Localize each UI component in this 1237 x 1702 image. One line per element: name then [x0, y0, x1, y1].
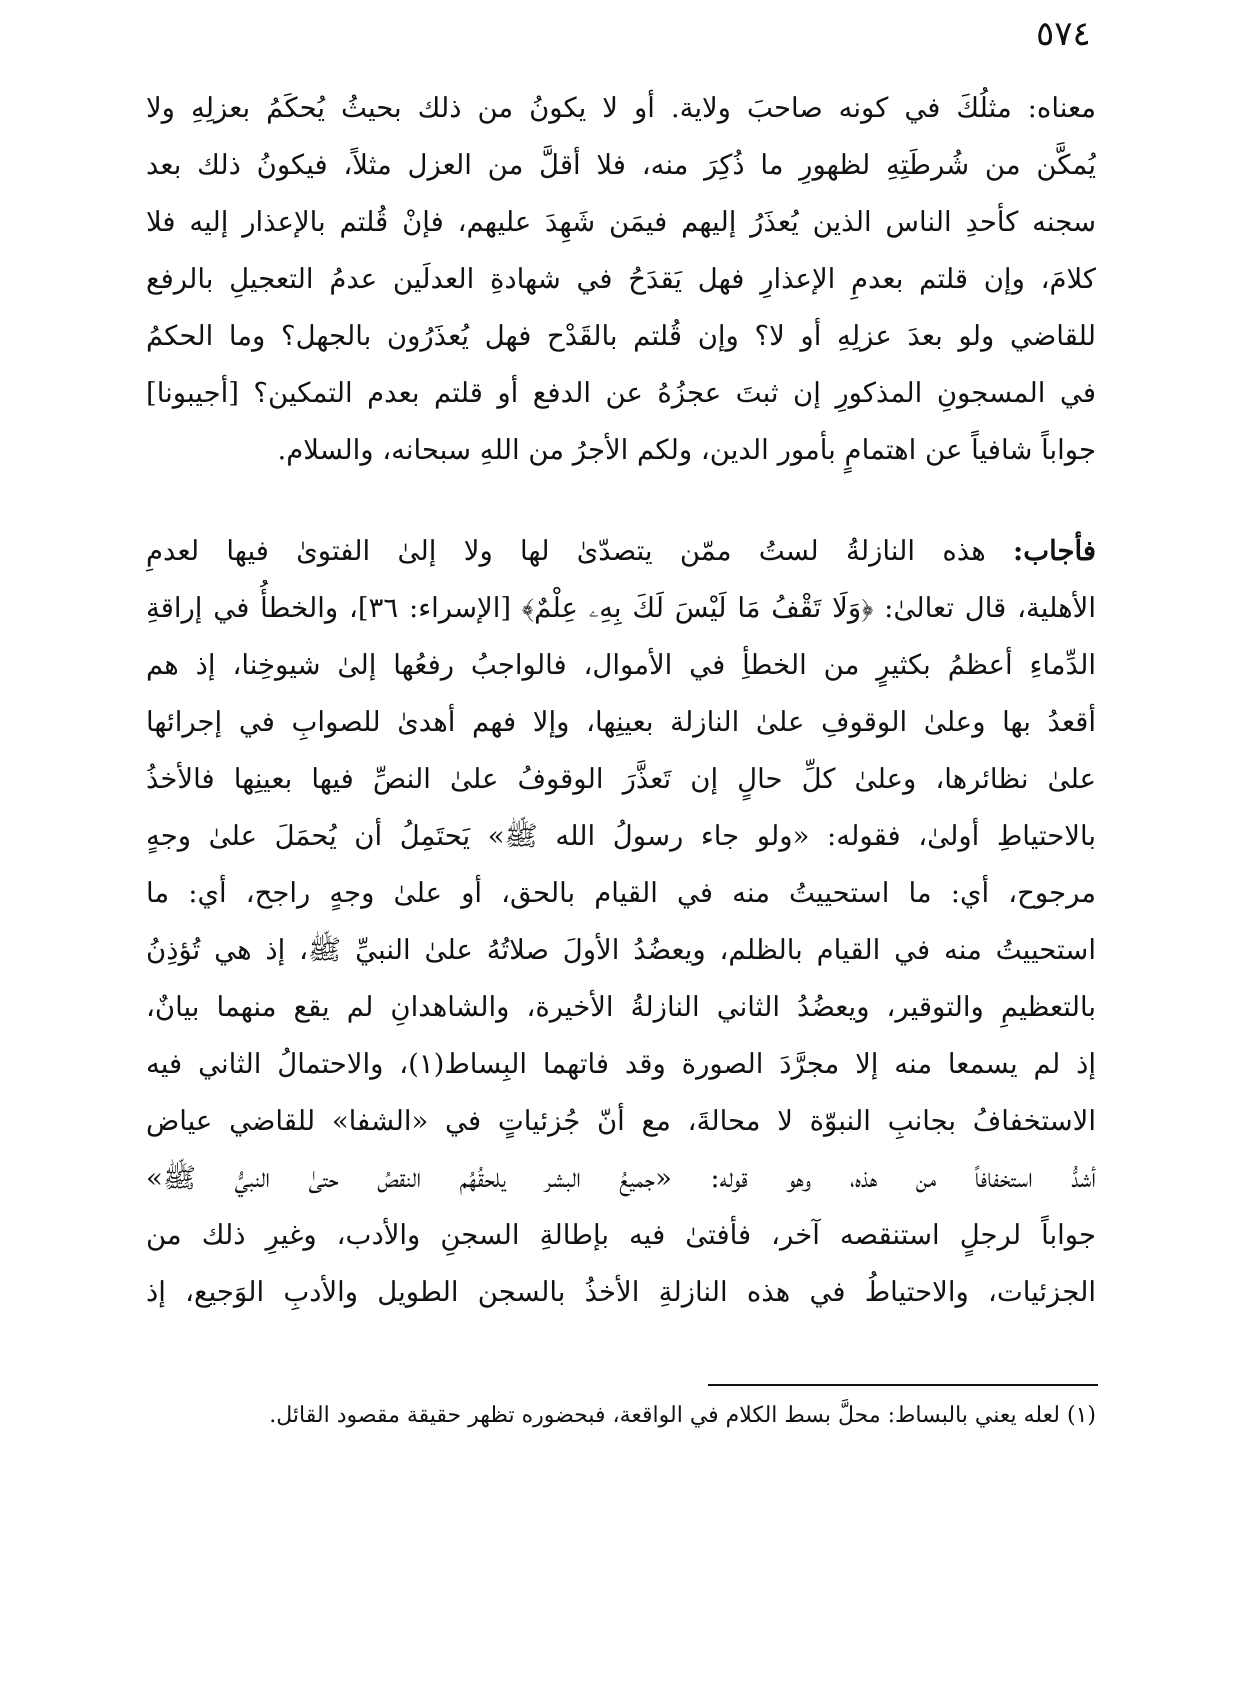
- answer-line-10: إذ لم يسمعا منه إلا مجرَّدَ الصورة وقد فاتهما البِساط(١)، والاحتمالُ الثاني فيه: [146, 1048, 1096, 1080]
- answer-label: فأجاب:: [1013, 535, 1096, 567]
- question-line-1: معناه: مثلُكَ في كونه صاحبَ ولاية. أو لا يكونُ من ذلك بحيثُ يُحكَمُ بعزلِهِ ولا: [146, 92, 1096, 124]
- answer-line-9: بالتعظيمِ والتوقير، ويعضُدُ الثاني النازلةُ الأخيرة، والشاهدانِ لم يقع منهما بيانٌ،: [146, 991, 1096, 1023]
- answer-line-13: جواباً لرجلٍ استنقصه آخر، فأفتىٰ فيه بإطالةِ السجنِ والأدب، وغيرِ ذلك من: [146, 1219, 1096, 1251]
- question-line-5: للقاضي ولو بعدَ عزلِهِ أو لا؟ وإن قُلتم بالقَدْح فهل يُعذَرُون بالجهل؟ وما الحكمُ: [146, 320, 1096, 352]
- question-line-7: جواباً شافياً عن اهتمامٍ بأمور الدين، ولكم الأجرُ من اللهِ سبحانه، والسلام.: [277, 434, 1096, 466]
- answer-line-5: علىٰ نظائرها، وعلىٰ كلِّ حالٍ إن تَعذَّرَ الوقوفُ علىٰ النصِّ فيها بعينِها فالأخذُ: [146, 763, 1096, 795]
- answer-line-4: أقعدُ بها وعلىٰ الوقوفِ علىٰ النازلة بعينِها، وإلا فهم أهدىٰ للصوابِ في إجرائها: [146, 706, 1096, 738]
- answer-line-11: الاستخفافُ بجانبِ النبوّة لا محالةَ، مع أنّ جُزئياتٍ في «الشفا» للقاضي عياض: [146, 1105, 1096, 1137]
- answer-line-2: الأهلية، قال تعالىٰ: ﴿وَلَا تَقْفُ مَا لَيْسَ لَكَ بِهِۦ عِلْمٌ﴾ [الإسراء: ٣٦]، والخطأُ في إراقةِ: [146, 592, 1096, 624]
- answer-line-8: استحييتُ منه في القيام بالظلم، ويعضُدُ الأولَ صلاتُهُ علىٰ النبيِّ ﷺ، إذ هي تُؤذِنُ: [146, 934, 1096, 966]
- answer-line-6: بالاحتياطِ أولىٰ، فقوله: «ولو جاء رسولُ الله ﷺ» يَحتَمِلُ أن يُحمَلَ علىٰ وجهٍ: [146, 820, 1096, 852]
- answer-line-3: الدِّماءِ أعظمُ بكثيرٍ من الخطأِ في الأموال، فالواجبُ رفعُها إلىٰ شيوخِنا، إذ هم: [146, 649, 1096, 681]
- answer-line-1: [146, 523, 1096, 580]
- answer-line-12: أشدُّ استخفافاً من هذه، وهو قوله: «جميعُ البشر يلحقُهُم النقصُ حتىٰ النبيُّ ﷺ»: [146, 1162, 1096, 1194]
- answer-line-1-text: هذه النازلةُ لستُ ممّن يتصدّىٰ لها ولا إلىٰ الفتوىٰ فيها لعدمِ: [146, 535, 1014, 567]
- footnote-divider: [708, 1384, 1098, 1386]
- question-line-2: يُمكَّن من شُرطَتِهِ لظهورِ ما ذُكِرَ منه، فلا أقلَّ من العزل مثلاً، فيكونُ ذلك بعد: [146, 149, 1096, 181]
- footnote: (١) لعله يعني بالبساط: محلَّ بسط الكلام في الواقعة، فبحضوره تظهر حقيقة مقصود القائل.: [269, 1403, 1096, 1428]
- answer-line-7: مرجوح، أي: ما استحييتُ منه في القيام بالحق، أو علىٰ وجهٍ راجح، أي: ما: [146, 877, 1096, 909]
- question-line-4: كلامَ، وإن قلتم بعدمِ الإعذارِ فهل يَقدَحُ في شهادةِ العدلَين عدمُ التعجيلِ بالرفع: [146, 263, 1096, 295]
- answer-line-14: الجزئيات، والاحتياطُ في هذه النازلةِ الأخذُ بالسجن الطويل والأدبِ الوَجيع، إذ: [146, 1276, 1096, 1308]
- main-text-block: [146, 80, 1096, 1321]
- question-line-6: في المسجونِ المذكورِ إن ثبتَ عجزُهُ عن الدفع أو قلتم بعدم التمكين؟ [أجيبونا]: [146, 377, 1096, 409]
- page-number: ٥٧٤: [1036, 14, 1091, 54]
- question-line-3: سجنه كأحدِ الناس الذين يُعذَرُ إليهم فيمَن شَهِدَ عليهم، فإنْ قُلتم بالإعذار إليه فلا: [146, 206, 1096, 238]
- paragraph-gap: [146, 479, 1096, 523]
